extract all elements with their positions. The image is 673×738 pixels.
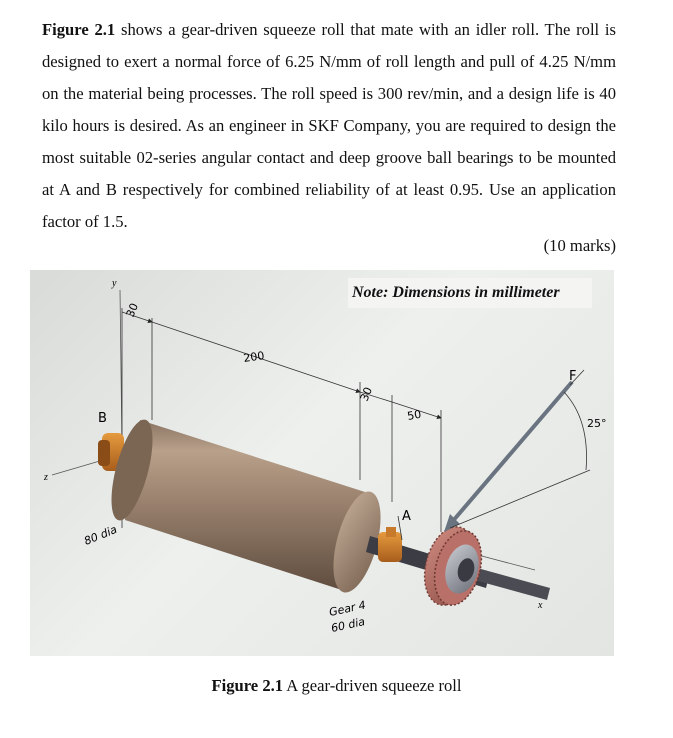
gear-4 (416, 521, 489, 611)
figure-2-1 (30, 270, 614, 656)
problem-statement (42, 14, 616, 238)
force-label: F (569, 369, 577, 384)
label-a: A (402, 509, 411, 524)
squeeze-roll-drawing (30, 270, 614, 656)
dim-200: 200 (242, 349, 266, 365)
problem-text: shows a gear-driven squeeze roll that mate with an idler roll. The roll is designed to exert a normal force of 6.25 N/mm of roll length and pull of 4.25 N/mm on the material being processes. The roll speed is 300 rev/min, and a design life is 40 kilo hours is desired. As an engineer in SKF Company, you are required to design the most suitable 02-series angular contact and deep groove ball bearings to be mounted at A and B respectively for combined reliability of at least 0.95. Use an application factor of 1.5. (42, 20, 616, 231)
caption-figure-reference: Figure 2.1 (211, 676, 284, 695)
roll-body (103, 416, 390, 598)
dim-30-left: 30 (123, 301, 142, 320)
gear-diameter-label: 60 dia (329, 615, 367, 635)
z-axis-label: z (44, 472, 48, 483)
label-b: B (98, 411, 107, 426)
caption-text: A gear-driven squeeze roll (283, 676, 462, 695)
force-vector (444, 370, 590, 532)
figure-reference: Figure 2.1 (42, 20, 116, 39)
angle-label: 25° (587, 417, 607, 430)
dim-30-right: 30 (357, 385, 376, 404)
roll-diameter-label: 80 dia (82, 522, 119, 548)
bearing-a (378, 527, 402, 562)
dimension-note: Note: Dimensions in millimeter (348, 278, 592, 308)
x-axis-label: x (538, 600, 543, 611)
marks-label: (10 marks) (543, 236, 616, 255)
figure-caption (0, 676, 673, 696)
dim-50: 50 (406, 407, 423, 423)
gear-name-label: Gear 4 (327, 598, 367, 619)
y-axis-label: y (112, 278, 117, 289)
